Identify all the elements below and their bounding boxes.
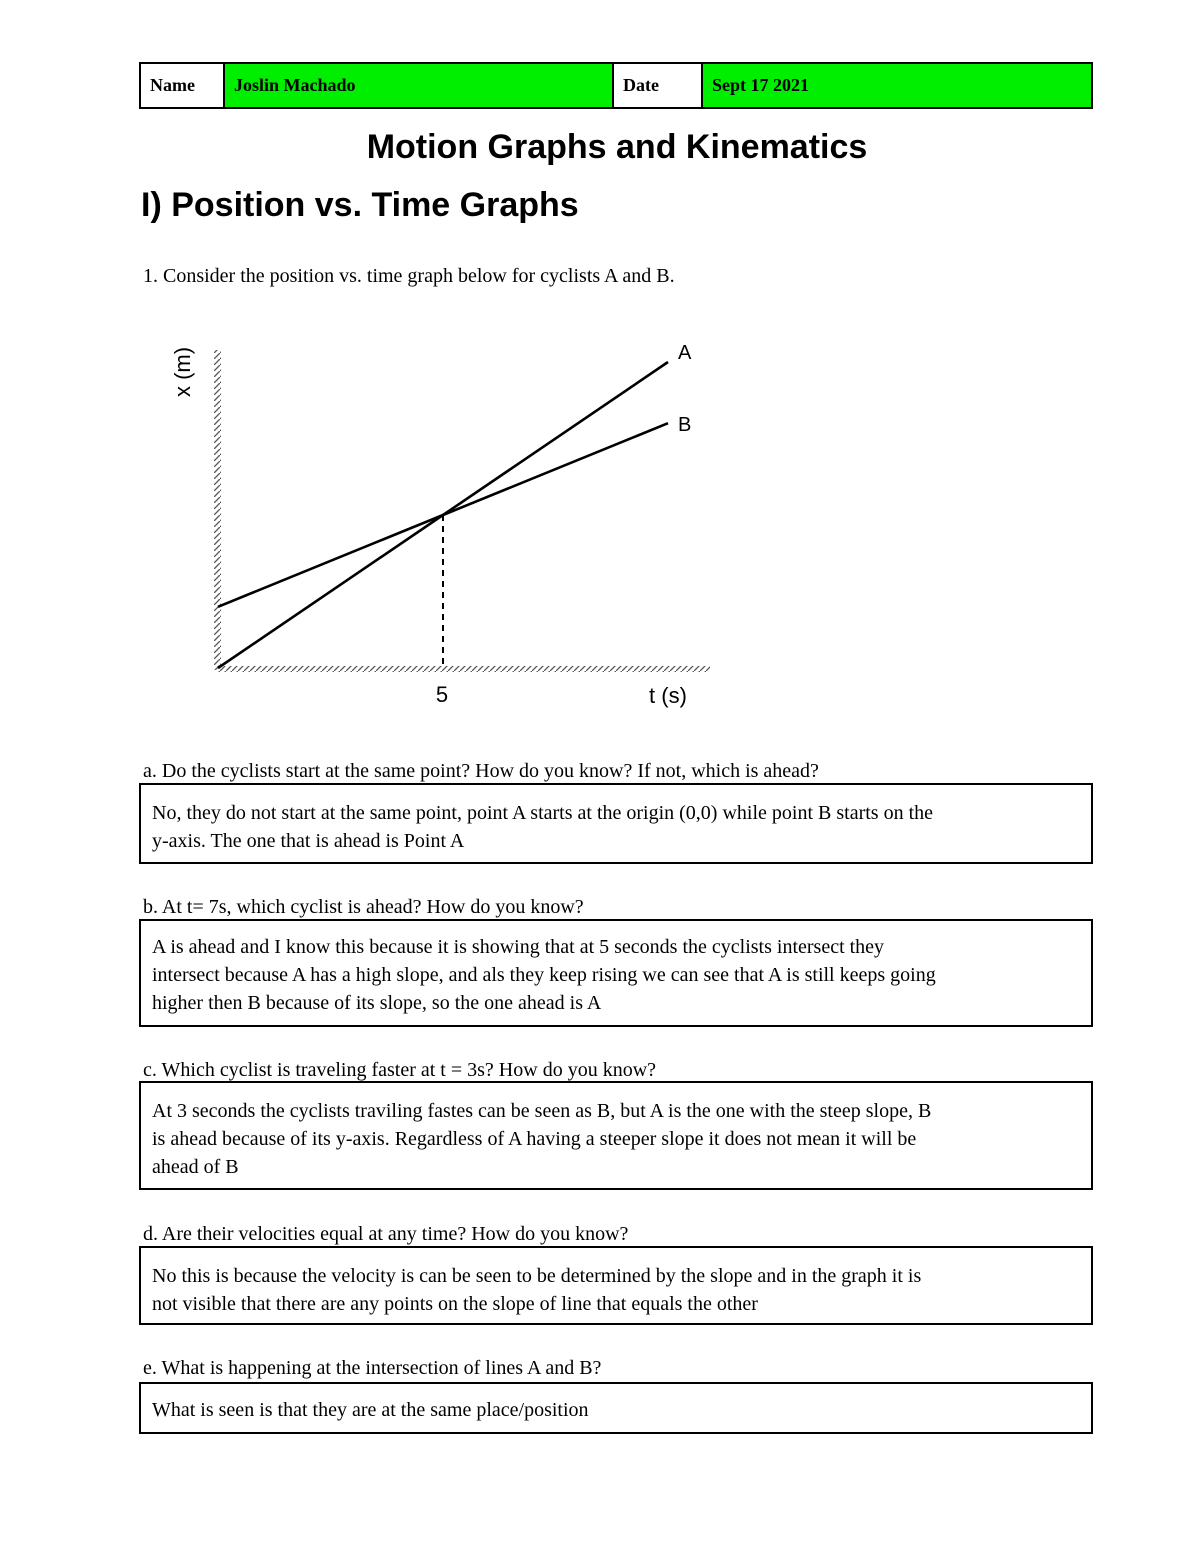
question-e: e. What is happening at the intersection of lines A and B? <box>143 1357 602 1379</box>
question-b: b. At t= 7s, which cyclist is ahead? How do you know? <box>143 896 584 918</box>
name-field[interactable]: Joslin Machado <box>225 64 614 107</box>
answer-a[interactable] <box>139 783 1093 864</box>
x-tick-label: 5 <box>435 682 449 707</box>
answer-line: y-axis. The one that is ahead is Point A <box>152 830 465 852</box>
answer-line: At 3 seconds the cyclists traviling fastes can be seen as B, but A is the one with the steep slope, B <box>152 1100 932 1122</box>
answer-line: ahead of B <box>152 1156 239 1178</box>
name-label: Name <box>141 64 225 107</box>
date-field[interactable]: Sept 17 2021 <box>703 64 1091 107</box>
header-table <box>139 62 1093 109</box>
answer-e[interactable] <box>139 1382 1093 1434</box>
answer-d[interactable] <box>139 1246 1093 1325</box>
question-a: a. Do the cyclists start at the same point? How do you know? If not, which is ahead? <box>143 760 819 782</box>
answer-line: intersect because A has a high slope, and als they keep rising we can see that A is still keeps going <box>152 964 936 986</box>
answer-line: higher then B because of its slope, so the one ahead is A <box>152 992 602 1014</box>
answer-line: No this is because the velocity is can be seen to be determined by the slope and in the graph it is <box>152 1265 922 1287</box>
answer-line: is ahead because of its y-axis. Regardless of A having a steeper slope it does not mean it will be <box>152 1128 917 1150</box>
answer-line: A is ahead and I know this because it is showing that at 5 seconds the cyclists intersect they <box>152 936 885 958</box>
answer-line: not visible that there are any points on the slope of line that equals the other <box>152 1293 758 1315</box>
x-axis <box>217 666 710 672</box>
answer-line: No, they do not start at the same point, point A starts at the origin (0,0) while point B starts on the <box>152 802 934 824</box>
answer-b[interactable] <box>139 919 1093 1027</box>
series-label-a: A <box>678 342 692 364</box>
position-time-chart <box>160 335 720 725</box>
x-axis-label: t (s) <box>649 683 687 708</box>
answer-line: What is seen is that they are at the same place/position <box>152 1399 589 1421</box>
section-title: I) Position vs. Time Graphs <box>141 186 579 224</box>
answer-c[interactable] <box>139 1081 1093 1190</box>
page-title: Motion Graphs and Kinematics <box>366 128 868 166</box>
question-d: d. Are their velocities equal at any time? How do you know? <box>143 1223 629 1245</box>
series-label-b: B <box>678 414 692 437</box>
series-line-b <box>218 423 668 607</box>
question-c: c. Which cyclist is traveling faster at t = 3s? How do you know? <box>143 1059 657 1081</box>
y-axis-label: x (m) <box>170 346 195 398</box>
intro-text: 1. Consider the position vs. time graph below for cyclists A and B. <box>143 265 675 287</box>
y-axis <box>214 350 221 670</box>
date-label: Date <box>614 64 703 107</box>
